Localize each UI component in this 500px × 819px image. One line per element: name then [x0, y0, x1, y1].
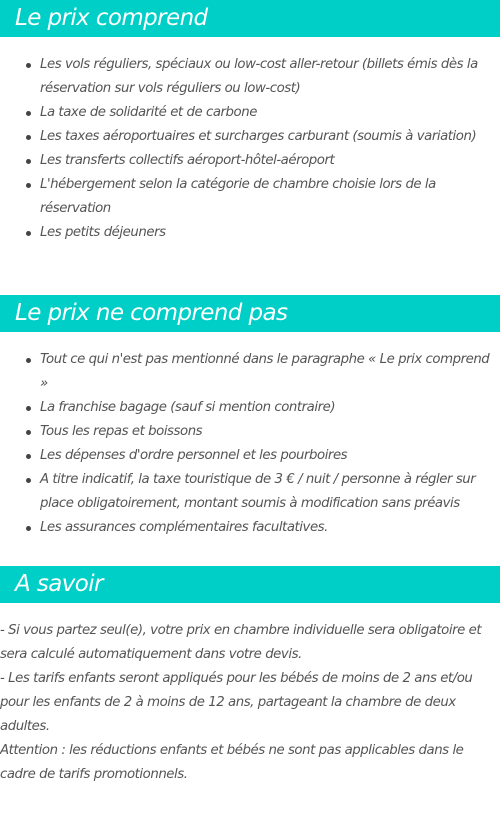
section-title: Le prix ne comprend pas [0, 295, 500, 332]
included-list [0, 53, 500, 245]
list-item: L'hébergement selon la catégorie de chambre choisie lors de la réservation [0, 173, 500, 221]
list-item: A titre indicatif, la taxe touristique de 3 € / nuit / personne à régler sur place obligatoirement, montant soumis à modification sans préavis [0, 468, 500, 516]
list-item: Les dépenses d'ordre personnel et les pourboires [0, 444, 500, 468]
list-item: Les assurances complémentaires facultatives. [0, 516, 500, 540]
section-title: A savoir [0, 566, 500, 603]
list-item: La taxe de solidarité et de carbone [0, 101, 500, 125]
info-paragraph [0, 619, 500, 787]
list-item: Les transferts collectifs aéroport-hôtel-aéroport [0, 149, 500, 173]
list-item: Tout ce qui n'est pas mentionné dans le paragraphe « Le prix comprend » [0, 348, 500, 396]
info-line-children: - Les tarifs enfants seront appliqués pour les bébés de moins de 2 ans et/ou pour les enfants de 2 à moins de 12 ans, partageant la chambre de deux adultes. [0, 671, 473, 734]
section-title: Le prix comprend [0, 0, 500, 37]
info-line-attention: Attention : les réductions enfants et bébés ne sont pas applicables dans le cadre de tarifs promotionnels. [0, 743, 464, 782]
list-item: Les vols réguliers, spéciaux ou low-cost aller-retour (billets émis dès la réservation sur vols réguliers ou low-cost) [0, 53, 500, 101]
list-item: Les petits déjeuners [0, 221, 500, 245]
list-item: Les taxes aéroportuaires et surcharges carburant (soumis à variation) [0, 125, 500, 149]
excluded-list [0, 348, 500, 540]
list-item: Tous les repas et boissons [0, 420, 500, 444]
section-prix-ne-comprend-pas [0, 295, 500, 540]
section-prix-comprend [0, 0, 500, 245]
info-line-single: - Si vous partez seul(e), votre prix en chambre individuelle sera obligatoire et sera calculé automatiquement dans votre devis. [0, 623, 482, 662]
list-item: La franchise bagage (sauf si mention contraire) [0, 396, 500, 420]
section-a-savoir [0, 566, 500, 787]
